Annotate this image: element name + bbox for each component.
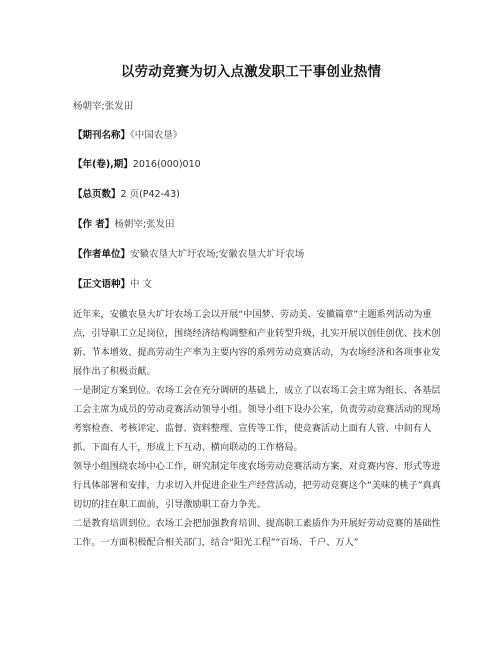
affiliation-value: 安徽农垦大圹圩农场;安徽农垦大圹圩农场 bbox=[130, 249, 305, 260]
paragraph-2: 领导小组围绕农场中心工作，研究制定年度农场劳动竞赛活动方案，对竞赛内容、形式等进行具体部署和安排，力求切入并促进企业生产经营活动，把劳动竞赛这个“美味的桃子”真真切切的挂在职工面前，引导激励职工奋力争先。 bbox=[73, 461, 441, 510]
language-value: 中 文 bbox=[130, 279, 153, 290]
paragraph-3: 二是教育培训到位。农场工会把加强教育培训、提高职工素质作为开展好劳动竞赛的基础性工作。一方面积极配合相关部门，结合“阳光工程”“百场、千户、万人” bbox=[73, 518, 441, 548]
paragraph-intro: 近年来，安徽农垦大圹圩农场工会以开展“中国梦、劳动美、安徽篇章”主题系列活动为重点，引导职工立足岗位，围绕经济结构调整和产业转型升级，扎实开展以创佳创优、技术创新、节本增效、提高劳动生产率为主要内容的系列劳动竞赛活动，为农场经济和各项事业发展作出了积极贡献。 bbox=[73, 309, 441, 377]
authors-value: 杨朝宰;张发田 bbox=[73, 101, 134, 112]
year-row bbox=[73, 156, 201, 170]
author-row bbox=[73, 216, 175, 230]
affiliation-label: 【作者单位】 bbox=[73, 249, 131, 260]
affiliation-row bbox=[73, 246, 304, 260]
paragraph-1: 一是制定方案到位。农场工会在充分调研的基础上，成立了以农场工会主席为组长、各基层工会主席为成员的劳动竞赛活动领导小组。领导小组下设办公室，负责劳动竞赛活动的现场考察检查、考核评定、监督、资料整理、宣传等工作，使竞赛活动上面有人管、中间有人抓、下面有人干，形成上下互动、横向联动的工作格局。 bbox=[73, 385, 441, 453]
authors-line bbox=[73, 98, 133, 112]
language-label: 【正文语种】 bbox=[73, 279, 131, 290]
year-value: 2016(000)010 bbox=[132, 159, 201, 170]
journal-value: 《中国农垦》 bbox=[130, 130, 183, 141]
year-label: 【年(卷),期】 bbox=[73, 159, 133, 170]
language-row bbox=[73, 276, 152, 290]
document-title: 以劳动竞赛为切入点激发职工干事创业热情 bbox=[120, 64, 382, 80]
author-value: 杨朝宰;张发田 bbox=[114, 219, 175, 230]
pages-value: 2 页(P42-43) bbox=[120, 189, 180, 200]
journal-label: 【期刊名称】 bbox=[73, 130, 131, 141]
journal-row bbox=[73, 127, 182, 141]
author-label: 【作 者】 bbox=[73, 219, 115, 230]
article-body bbox=[73, 305, 445, 552]
pages-label: 【总页数】 bbox=[73, 189, 121, 200]
pages-row bbox=[73, 186, 180, 200]
